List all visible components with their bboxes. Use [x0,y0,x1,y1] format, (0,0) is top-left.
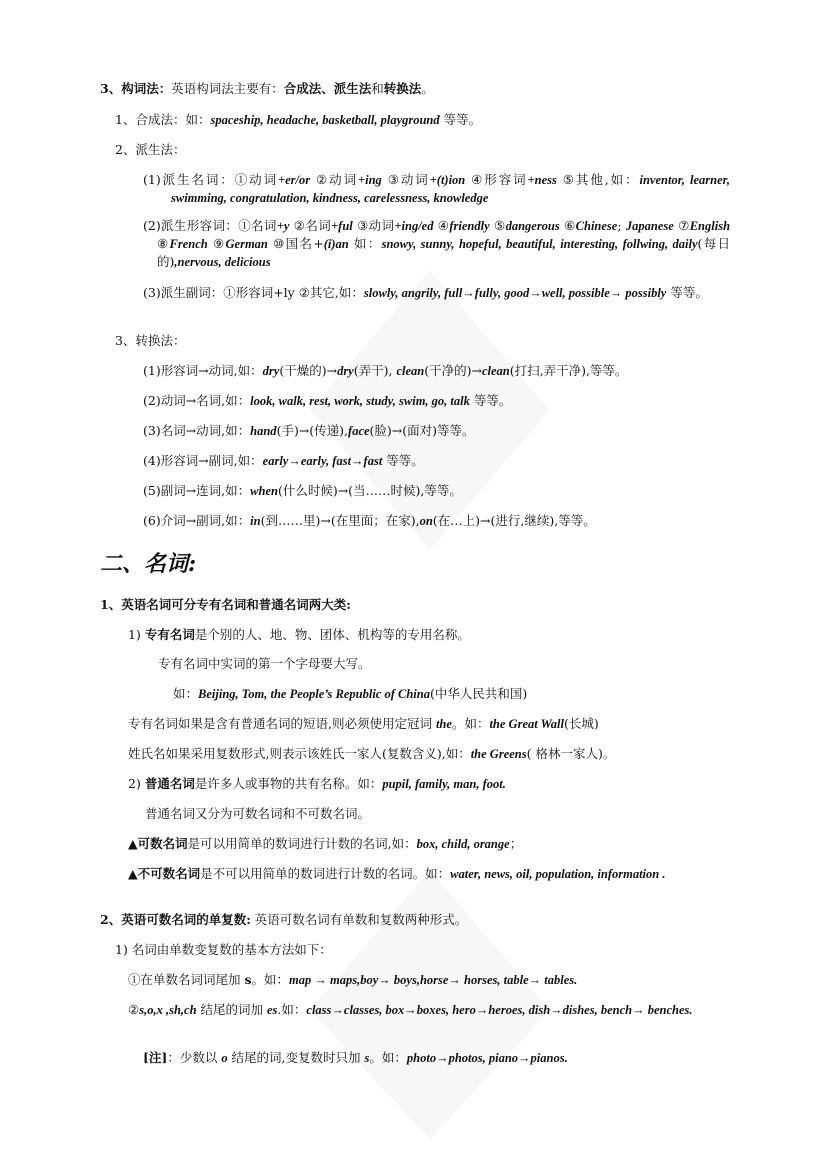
emphasis-segment: +(t)ion [429,173,466,187]
text-segment: 结尾的词,变复数时只加 [227,1050,365,1065]
paragraph-conversion-noun-verb [143,422,730,440]
paragraph-proper-noun-examples [173,685,730,703]
emphasis-segment: French [169,237,208,251]
paragraph-common-noun-definition [128,775,730,793]
emphasis-segment: slowly, angrily, full→fully, good→well, possible→ possibly [363,286,667,300]
paragraph-common-noun-subtypes [145,805,730,823]
emphasis-segment: 1、英语名词可分专有名词和普通名词两大类: [100,597,351,612]
text-segment: (1)派生名词：①动词 [143,172,278,187]
text-segment: (3)派生副词：①形容词+ly ②其它,如： [143,285,364,300]
text-segment: 等等。 [666,285,708,300]
emphasis-segment: Japanese [625,219,674,233]
text-segment: ④形容词 [465,172,528,187]
text-segment: ( 格林一家人)。 [526,746,616,761]
paragraph-plural-rule-add-s [128,971,730,989]
emphasis-segment: inventor, learner, swimming, congratulation, kindness, carelessness, knowledge [171,173,730,205]
paragraph-derivation-heading [115,141,730,159]
text-segment: 3、转换法： [115,333,186,348]
text-segment: ⑧ [157,236,170,251]
emphasis-segment: class→classes, box→boxes, hero→heroes, dish→dishes, bench→ benches. [306,1003,693,1017]
paragraph-derived-adjectives [143,217,730,271]
emphasis-segment: 不可数名词 [137,866,201,881]
emphasis-segment: when [250,484,278,498]
text-segment: (打扫,弄干净),等等。 [509,363,628,378]
text-segment: (脸)→(面对)等等。 [369,423,475,438]
paragraph-plural-rule-add-es [128,1001,730,1019]
text-segment: 英语构词法主要有： [171,81,284,96]
text-segment: ②动词 [310,172,358,187]
emphasis-segment: the [435,717,452,731]
text-segment: ⑤其他,如： [556,172,640,187]
text-segment: 是可以用简单的数词进行计数的名词,如： [187,836,417,851]
emphasis-segment: 专有名词 [144,627,195,642]
text-segment: 专有名词如果是含有普通名词的短语,则必须使用定冠词 [128,716,436,731]
paragraph-noun-classes-heading [100,596,730,614]
emphasis-segment: es [266,1003,278,1017]
text-segment: 姓氏名如果采用复数形式,则表示该姓氏一家人(复数含义),如： [128,746,471,761]
text-segment: ：少数以 [167,1050,222,1065]
text-segment: ③动词 [352,218,395,233]
text-segment: (2)派生形容词：①名词 [143,218,277,233]
emphasis-segment: +ness [527,173,557,187]
text-segment: ③动词 [381,172,430,187]
text-segment: 。如： [451,716,490,731]
emphasis-segment: English [689,219,731,233]
text-segment: (干燥的)→ [279,363,338,378]
text-segment: (4)形容词→副词,如： [143,453,263,468]
text-segment: ④ [433,218,450,233]
text-segment: 等等。 [469,393,512,408]
text-segment: (3)名词→动词,如： [143,423,251,438]
paragraph-conversion-adj-adv [143,452,730,470]
text-segment: ; [617,218,626,233]
text-segment: ①在单数名词词尾加 [128,972,245,987]
emphasis-segment: clean [396,364,425,378]
emphasis-segment: spaceship, headache, basketball, playground [210,113,440,127]
emphasis-segment: the Great Wall [489,717,564,731]
text-segment: ▲ [128,836,138,851]
emphasis-segment: friendly [449,219,490,233]
paragraph-derived-nouns [143,171,730,207]
emphasis-segment: +ful [331,219,353,233]
emphasis-segment: 合成法、派生法 [283,81,372,96]
paragraph-proper-noun-capitalization [158,655,730,673]
text-segment: ⑦ [673,218,690,233]
paragraph-proper-noun-the-rule [128,715,730,733]
paragraph-plural-note-o-ending [143,1049,730,1067]
text-segment: (6)介词→副词,如： [143,513,251,528]
text-segment: (在…上)→(进行,继续),等等。 [432,513,596,528]
paragraph-plural-heading [100,911,730,929]
emphasis-segment: dangerous [505,219,560,233]
text-segment: 等等。 [382,453,424,468]
paragraph-countable-noun-definition [128,835,730,853]
text-segment: (干净的)→ [424,363,482,378]
text-segment: 。如： [251,972,290,987]
text-segment: (2)动词→名词,如： [143,393,251,408]
emphasis-segment: dry [262,364,280,378]
text-segment: (什么时候)→(当……时候),等等。 [277,483,462,498]
emphasis-segment: 3、构词法： [100,81,172,96]
emphasis-segment: pupil, family, man, foot. [382,777,506,791]
emphasis-segment: German [225,237,268,251]
emphasis-segment: +y [276,219,290,233]
text-segment: 结尾的词加 [196,1002,267,1017]
paragraph-derived-adverbs [143,284,730,302]
chapter-title: 二、名词: [100,551,197,577]
text-segment: 1) [128,627,145,642]
text-segment: (长城) [564,716,599,731]
text-segment: 英语可数名词有单数和复数两种形式。 [250,912,468,927]
emphasis-segment: 可数名词 [137,836,188,851]
emphasis-segment: early→early, fast→fast [262,454,383,468]
paragraph-plural-methods-intro [115,941,730,959]
text-segment: .如： [277,1002,307,1017]
text-segment: ⑤ [489,218,506,233]
text-segment: (弄干), [353,363,397,378]
text-segment: 如： [173,686,199,701]
text-segment: (5)副词→连词,如： [143,483,251,498]
text-segment: 专有名词中实词的第一个字母要大写。 [158,656,371,671]
emphasis-segment: hand [250,424,277,438]
text-segment: 是许多人或事物的共有名称。如： [194,776,383,791]
text-segment: 。如： [369,1050,407,1065]
paragraph-conversion-verb-noun [143,392,730,410]
emphasis-segment: photo→photos, piano→pianos. [406,1051,568,1065]
paragraph-conversion-adv-conj [143,482,730,500]
emphasis-segment: water, news, oil, population, information . [450,867,666,881]
emphasis-segment: s [364,1051,370,1065]
text-segment: 是不可以用简单的数词进行计数的名词。如： [200,866,451,881]
emphasis-segment: +er/or [278,173,311,187]
emphasis-segment: 普通名词 [144,776,195,791]
emphasis-segment: s [244,972,252,987]
emphasis-segment: look, walk, rest, work, study, swim, go, talk [250,394,470,408]
emphasis-segment: Beijing, Tom, the People’s Republic of China [198,687,430,701]
text-segment: 1) 名词由单数变复数的基本方法如下： [115,942,332,957]
emphasis-segment: snowy, sunny, hopeful, beautiful, interesting, follwing, daily [381,237,698,251]
emphasis-segment: 2、英语可数名词的单复数: [100,912,251,927]
paragraph-proper-noun-definition [128,626,730,644]
text-segment: 2、派生法： [115,142,186,157]
paragraph-uncountable-noun-definition [128,865,730,883]
emphasis-segment: on [419,514,433,528]
text-segment: 。 [421,81,434,96]
emphasis-segment: +ing/ed [394,219,434,233]
paragraph-conversion-heading [115,332,730,350]
text-segment: ②名词 [289,218,332,233]
text-segment: ⑨ [207,236,226,251]
text-segment: ⑩国名+ [267,236,324,251]
text-segment: (中华人民共和国) [429,686,528,701]
text-segment: 普通名词又分为可数名词和不可数名词。 [145,806,371,821]
paragraph-chapter-title-nouns [100,550,730,578]
text-segment: ② [128,1002,140,1017]
emphasis-segment: [注] [143,1050,168,1065]
emphasis-segment: s,o,x ,sh,ch [139,1003,197,1017]
text-segment: 是个别的人、地、物、团体、机构等的专用名称。 [194,627,470,642]
text-segment: ⑥ [559,218,576,233]
emphasis-segment: box, child, orange [416,837,510,851]
emphasis-segment: the Greens [470,747,527,761]
emphasis-segment: 转换法 [383,81,422,96]
paragraph-conversion-prep-adv [143,512,730,530]
emphasis-segment: in [250,514,261,528]
text-segment: (1)形容词→动词,如： [143,363,263,378]
text-segment: 如： [348,236,382,251]
paragraph-compound-method [115,111,730,129]
emphasis-segment: +ing [357,173,382,187]
text-segment: 1、合成法：如： [115,112,211,127]
emphasis-segment: Chinese [575,219,618,233]
text-segment: (每日的) [157,236,731,269]
text-segment: 和 [371,81,384,96]
emphasis-segment: map → maps,boy→ boys,horse→ horses, table→ tables. [289,973,578,987]
text-segment: ； [509,836,523,851]
paragraph-conversion-adj-verb [143,362,730,380]
emphasis-segment: ,nervous, delicious [174,255,271,269]
text-segment: 等等。 [439,112,482,127]
emphasis-segment: dry [337,364,354,378]
paragraph-surname-plural-rule [128,745,730,763]
paragraph-section-heading-word-formation [100,80,730,98]
emphasis-segment: clean [481,364,510,378]
emphasis-segment: (i)an [323,237,349,251]
text-segment: (到……里)→(在里面；在家), [260,513,420,528]
emphasis-segment: face [348,424,370,438]
emphasis-segment: o [221,1051,228,1065]
text-segment: ▲ [128,866,138,881]
text-segment: (手)→(传递), [276,423,349,438]
text-segment: 2) [128,776,145,791]
